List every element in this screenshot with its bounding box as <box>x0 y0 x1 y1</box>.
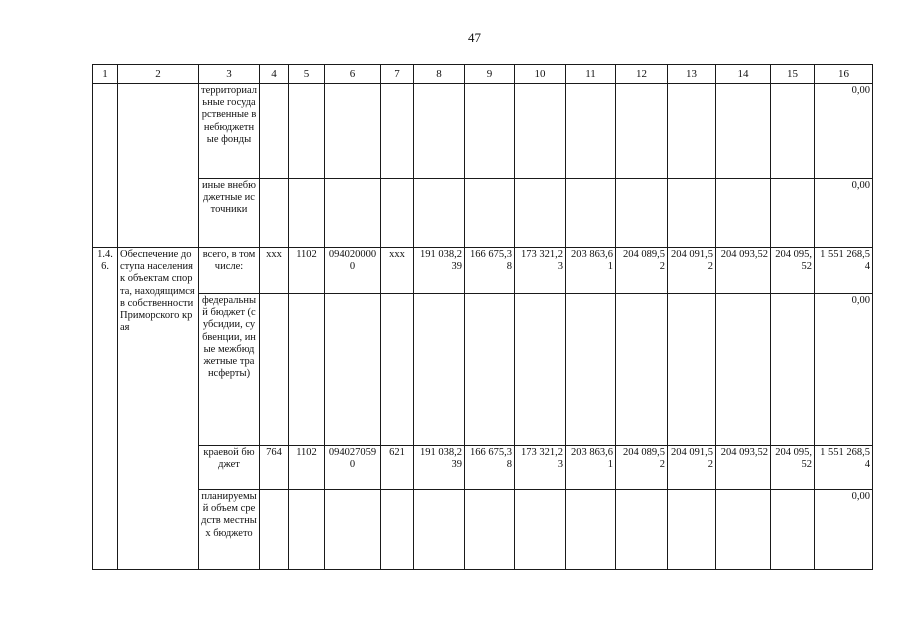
value-cell: 166 675,38 <box>465 248 515 294</box>
table-row <box>93 248 873 294</box>
header-cell: 4 <box>260 65 289 84</box>
header-cell: 10 <box>515 65 566 84</box>
empty-cell <box>118 84 199 248</box>
target-article-cell: 0940200000 <box>325 248 381 294</box>
empty-cell <box>616 84 668 179</box>
section-cell: 1102 <box>289 248 325 294</box>
empty-cell <box>771 84 815 179</box>
empty-cell <box>260 84 289 179</box>
expense-type-cell: ххх <box>381 248 414 294</box>
empty-cell <box>515 179 566 248</box>
header-cell: 9 <box>465 65 515 84</box>
total-cell: 1 551 268,54 <box>815 248 873 294</box>
header-cell: 3 <box>199 65 260 84</box>
empty-cell <box>465 490 515 570</box>
empty-cell <box>465 179 515 248</box>
empty-cell <box>414 84 465 179</box>
empty-cell <box>93 84 118 248</box>
table-row <box>93 446 873 490</box>
source-label: территориальные государственные внебюджетные фонды <box>199 84 260 179</box>
expense-type-cell: 621 <box>381 446 414 490</box>
empty-cell <box>566 490 616 570</box>
empty-cell <box>515 490 566 570</box>
empty-cell <box>260 490 289 570</box>
empty-cell <box>668 294 716 446</box>
header-cell: 5 <box>289 65 325 84</box>
source-label: всего, в том числе: <box>199 248 260 294</box>
value-cell: 191 038,239 <box>414 248 465 294</box>
header-cell: 8 <box>414 65 465 84</box>
value-cell: 203 863,61 <box>566 248 616 294</box>
item-name: Обеспечение доступа населения к объектам спорта, находящимся в собственности Приморского края <box>118 248 199 570</box>
header-cell: 11 <box>566 65 616 84</box>
value-cell: 204 093,52 <box>716 446 771 490</box>
empty-cell <box>566 294 616 446</box>
value-cell: 204 089,52 <box>616 248 668 294</box>
empty-cell <box>515 84 566 179</box>
empty-cell <box>465 84 515 179</box>
empty-cell <box>381 490 414 570</box>
value-cell: 204 093,52 <box>716 248 771 294</box>
kvsr-cell: 764 <box>260 446 289 490</box>
total-cell: 0,00 <box>815 84 873 179</box>
empty-cell <box>325 294 381 446</box>
empty-cell <box>414 490 465 570</box>
value-cell: 204 095,52 <box>771 446 815 490</box>
empty-cell <box>289 490 325 570</box>
header-cell: 13 <box>668 65 716 84</box>
total-cell: 0,00 <box>815 179 873 248</box>
empty-cell <box>771 179 815 248</box>
empty-cell <box>289 294 325 446</box>
total-cell: 0,00 <box>815 294 873 446</box>
empty-cell <box>414 179 465 248</box>
empty-cell <box>771 490 815 570</box>
header-cell: 1 <box>93 65 118 84</box>
target-article-cell: 0940270590 <box>325 446 381 490</box>
empty-cell <box>381 84 414 179</box>
empty-cell <box>716 84 771 179</box>
empty-cell <box>616 294 668 446</box>
empty-cell <box>716 294 771 446</box>
value-cell: 204 091,52 <box>668 248 716 294</box>
total-cell: 1 551 268,54 <box>815 446 873 490</box>
page-number: 47 <box>468 30 481 45</box>
empty-cell <box>716 179 771 248</box>
empty-cell <box>325 179 381 248</box>
empty-cell <box>325 490 381 570</box>
value-cell: 166 675,38 <box>465 446 515 490</box>
empty-cell <box>289 84 325 179</box>
empty-cell <box>566 84 616 179</box>
table-row <box>93 294 873 446</box>
value-cell: 173 321,23 <box>515 446 566 490</box>
empty-cell <box>414 294 465 446</box>
header-cell: 7 <box>381 65 414 84</box>
header-cell: 12 <box>616 65 668 84</box>
empty-cell <box>566 179 616 248</box>
table-row <box>93 84 873 179</box>
empty-cell <box>260 179 289 248</box>
empty-cell <box>289 179 325 248</box>
header-cell: 14 <box>716 65 771 84</box>
empty-cell <box>325 84 381 179</box>
empty-cell <box>381 179 414 248</box>
source-label: федеральный бюджет (субсидии, субвенции, иные межбюджетные трансферты) <box>199 294 260 446</box>
source-label: иные внебюджетные источники <box>199 179 260 248</box>
value-cell: 204 089,52 <box>616 446 668 490</box>
source-label: краевой бюджет <box>199 446 260 490</box>
total-cell: 0,00 <box>815 490 873 570</box>
empty-cell <box>515 294 566 446</box>
header-cell: 2 <box>118 65 199 84</box>
header-cell: 6 <box>325 65 381 84</box>
value-cell: 173 321,23 <box>515 248 566 294</box>
header-row <box>93 65 873 84</box>
empty-cell <box>716 490 771 570</box>
value-cell: 204 091,52 <box>668 446 716 490</box>
table-row <box>93 179 873 248</box>
value-cell: 204 095,52 <box>771 248 815 294</box>
header-cell: 16 <box>815 65 873 84</box>
item-number: 1.4.6. <box>93 248 118 570</box>
budget-table <box>92 64 873 570</box>
empty-cell <box>465 294 515 446</box>
section-cell: 1102 <box>289 446 325 490</box>
table-row <box>93 490 873 570</box>
empty-cell <box>668 84 716 179</box>
kvsr-cell: ххх <box>260 248 289 294</box>
header-cell: 15 <box>771 65 815 84</box>
empty-cell <box>616 179 668 248</box>
empty-cell <box>771 294 815 446</box>
empty-cell <box>260 294 289 446</box>
value-cell: 203 863,61 <box>566 446 616 490</box>
empty-cell <box>668 490 716 570</box>
empty-cell <box>381 294 414 446</box>
empty-cell <box>668 179 716 248</box>
source-label: планируемый объем средств местных бюджето <box>199 490 260 570</box>
value-cell: 191 038,239 <box>414 446 465 490</box>
empty-cell <box>616 490 668 570</box>
